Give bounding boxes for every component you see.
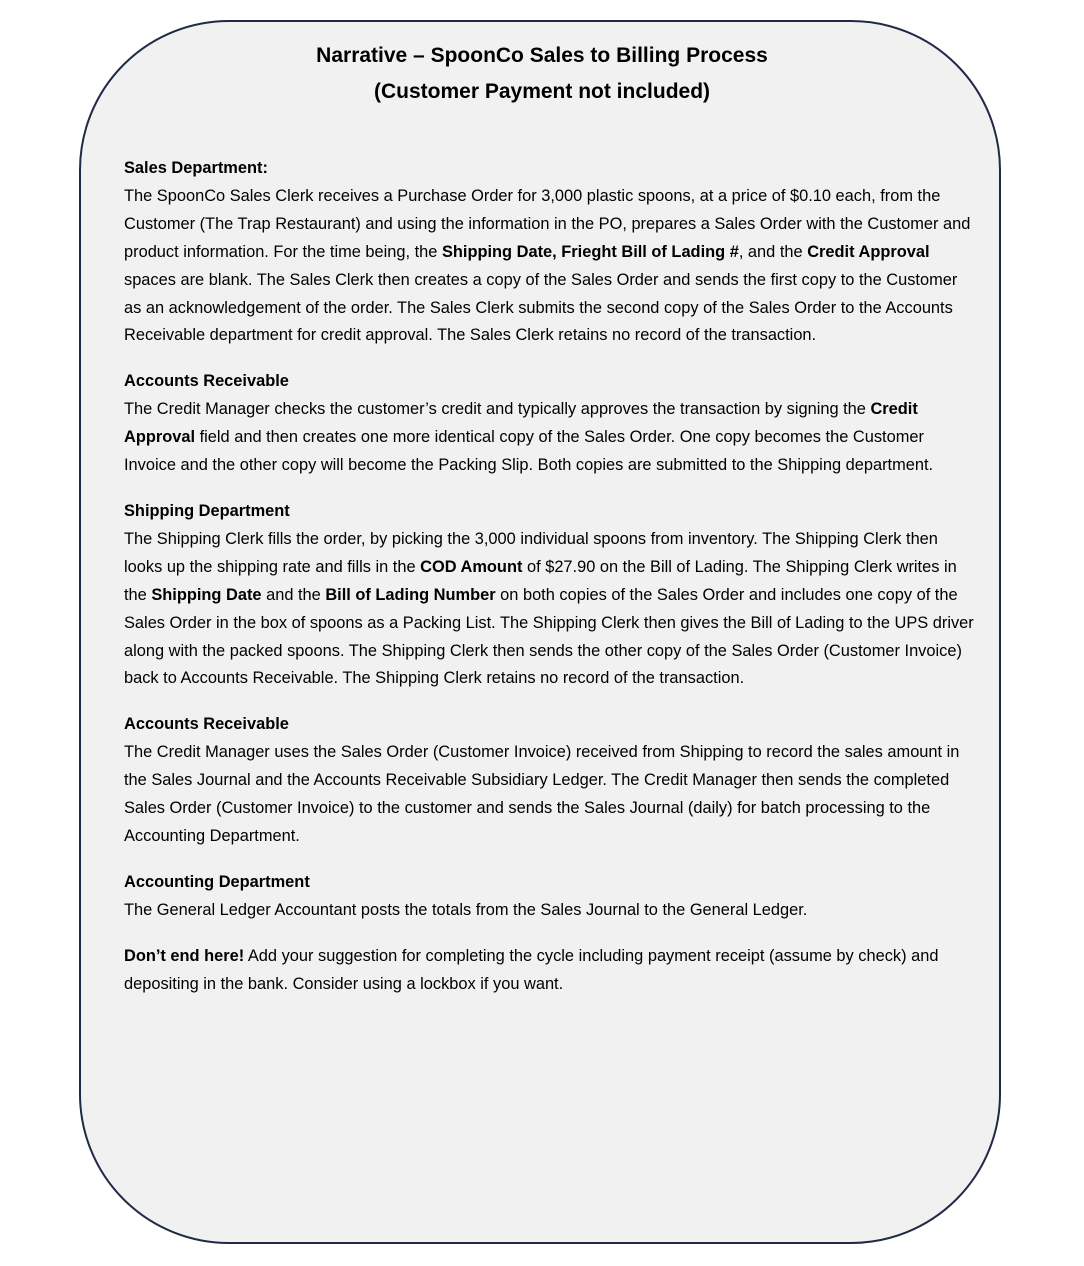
text-run: The General Ledger Accountant posts the totals from the Sales Journal to the General Ledger. [124, 900, 808, 919]
section-heading: Sales Department: [124, 159, 268, 177]
text-run: , and the [738, 242, 808, 261]
closing-paragraph [124, 943, 974, 999]
text-run: The Credit Manager uses the Sales Order (Customer Invoice) received from Shipping to record the sales amount in the Sales Journal and the Accounts Receivable Subsidiary Ledger. The Credit Manager then sends the completed Sales Order (Customer Invoice) to the customer and sends the Sales Journal (daily) for batch processing to the Accounting Department. [124, 743, 960, 845]
section-paragraph [124, 183, 974, 350]
section-heading: Accounts Receivable [124, 372, 289, 391]
narrative-body [124, 155, 974, 1016]
section-accounting-department [124, 869, 974, 925]
bold-term: Shipping Date, Frieght Bill of Lading # [441, 242, 739, 261]
section-paragraph [124, 739, 974, 851]
bold-term: Shipping Date [151, 585, 262, 604]
text-run: spaces are blank. The Sales Clerk then creates a copy of the Sales Order and sends the first copy to the Customer as an acknowledgement of the order. The Sales Clerk submits the second copy of the Sales Order to the Accounts Receivable department for credit approval. The Sales Clerk retains no record of the transaction. [124, 270, 958, 345]
bold-term: Credit Approval [124, 400, 918, 447]
section-heading: Accounting Department [124, 872, 310, 891]
title-line-1: Narrative – SpoonCo Sales to Billing Process [316, 44, 768, 67]
text-run: field and then creates one more identical copy of the Sales Order. One copy becomes the Customer Invoice and the other copy will become the Packing Slip. Both copies are submitted to the Shipping department. [124, 428, 934, 475]
closing-text: Add your suggestion for completing the cycle including payment receipt (assume by check) and depositing in the bank. Consider using a lockbox if you want. [124, 946, 939, 993]
bold-term: Credit Approval [807, 242, 930, 261]
text-run: and the [261, 585, 326, 604]
section-accounts-receivable-credit [124, 368, 974, 480]
text-run: The Credit Manager checks the customer’s credit and typically approves the transaction by signing the [124, 400, 871, 419]
title-line-2: (Customer Payment not included) [373, 80, 711, 103]
text-run: on both copies of the Sales Order and includes one copy of the Sales Order in the box of spoons as a Packing List. The Shipping Clerk then gives the Bill of Lading to the UPS driver along with the packed spoons. The Shipping Clerk then sends the other copy of the Sales Order (Customer Invoice) back to Accounts Receivable. The Shipping Clerk retains no record of the transaction. [124, 585, 974, 688]
document-title [79, 38, 1005, 110]
closing-lead: Don’t end here! [124, 946, 245, 965]
text-run: of $27.90 on the Bill of Lading. The Shipping Clerk writes in the [124, 557, 957, 604]
section-paragraph [124, 897, 974, 925]
section-heading: Shipping Department [124, 501, 290, 520]
section-paragraph [124, 526, 974, 693]
section-sales-department [124, 155, 974, 350]
section-accounts-receivable-recording [124, 711, 974, 851]
text-run: The SpoonCo Sales Clerk receives a Purchase Order for 3,000 plastic spoons, at a price of $0.10 each, from the Customer (The Trap Restaurant) and using the information in the PO, prepares a Sales Order with the Customer and product information. For the time being, the [124, 186, 971, 261]
text-run: The Shipping Clerk fills the order, by picking the 3,000 individual spoons from inventory. The Shipping Clerk then looks up the shipping rate and fills in the [124, 529, 938, 576]
bold-term: Bill of Lading Number [325, 585, 496, 604]
section-heading: Accounts Receivable [124, 715, 289, 734]
bold-term: COD Amount [420, 557, 523, 576]
section-shipping-department [124, 498, 974, 693]
section-paragraph [124, 396, 974, 480]
